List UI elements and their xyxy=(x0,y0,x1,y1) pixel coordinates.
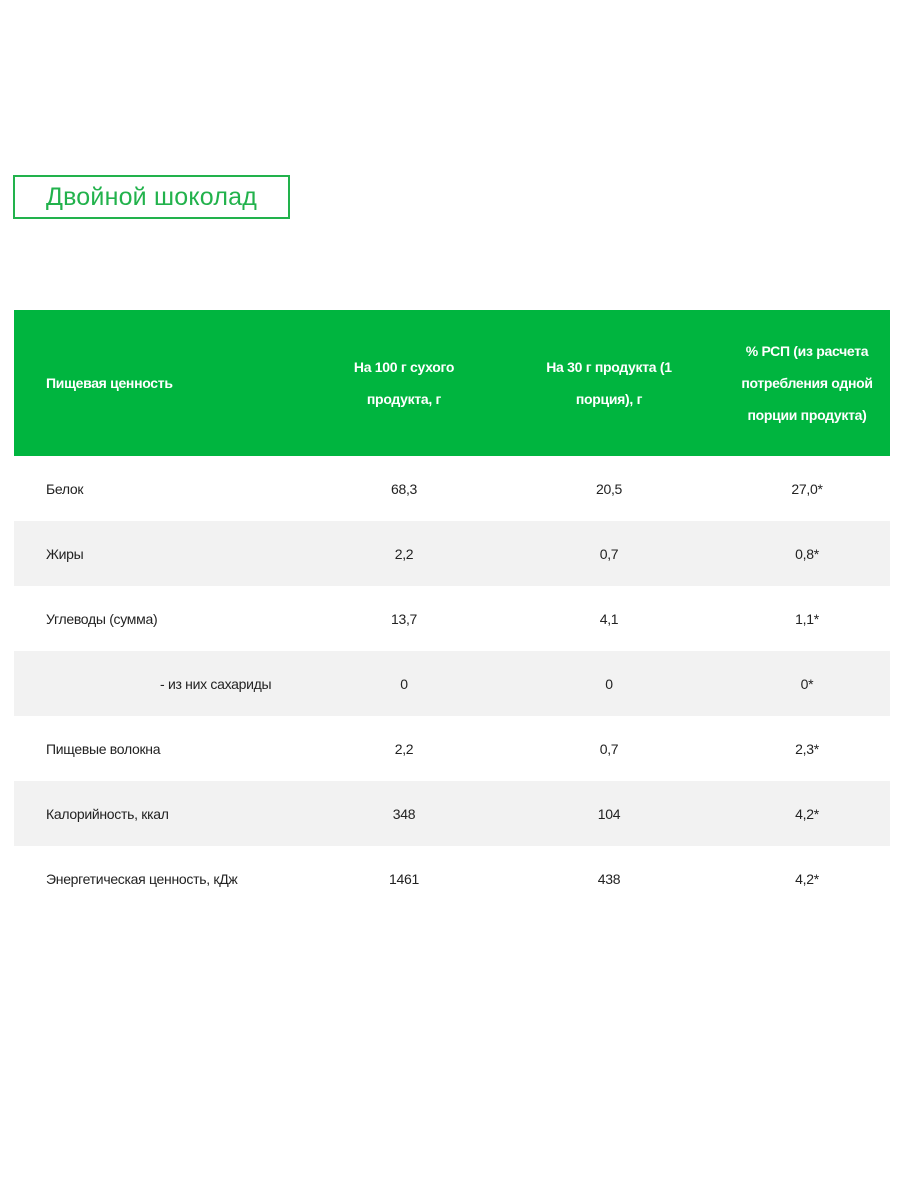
row-per30: 20,5 xyxy=(595,480,623,497)
row-rsp: 2,3* xyxy=(795,740,819,757)
table-row xyxy=(14,651,890,716)
row-name: Углеводы (сумма) xyxy=(46,610,158,627)
row-name: - из них сахариды xyxy=(160,675,272,692)
row-per100: 2,2 xyxy=(394,740,414,757)
row-name: Пищевые волокна xyxy=(46,740,161,757)
row-per100: 68,3 xyxy=(390,480,418,497)
row-per100: 13,7 xyxy=(390,610,418,627)
row-per30: 438 xyxy=(597,870,621,887)
row-per30: 4,1 xyxy=(599,610,619,627)
row-name: Белок xyxy=(46,480,84,497)
row-name: Жиры xyxy=(46,545,84,562)
row-name: Энергетическая ценность, кДж xyxy=(46,870,238,887)
table-row xyxy=(14,781,890,846)
row-rsp: 4,2* xyxy=(795,805,819,822)
nutrition-table xyxy=(14,310,890,911)
row-rsp: 1,1* xyxy=(795,610,819,627)
row-per100: 2,2 xyxy=(394,545,414,562)
row-per100: 0 xyxy=(400,675,408,692)
table-row xyxy=(14,586,890,651)
header-per-30g-label: На 30 г продукта (1 порция), г xyxy=(546,359,672,407)
table-row xyxy=(14,846,890,911)
header-per-100g xyxy=(314,310,494,456)
row-rsp: 0,8* xyxy=(795,545,819,562)
table-row xyxy=(14,456,890,521)
header-per-30g xyxy=(494,310,724,456)
row-per100: 1461 xyxy=(389,870,419,887)
row-per100: 348 xyxy=(392,805,416,822)
row-name: Калорийность, ккал xyxy=(46,805,169,822)
row-per30: 104 xyxy=(597,805,621,822)
product-title: Двойной шоколад xyxy=(45,182,258,211)
row-per30: 0,7 xyxy=(599,545,619,562)
row-rsp: 4,2* xyxy=(795,870,819,887)
header-rsp-label: % РСП (из расчета потребления одной порции продукта) xyxy=(741,343,873,423)
header-rsp xyxy=(724,310,890,456)
row-rsp: 0* xyxy=(800,675,814,692)
header-nutrition-value: Пищевая ценность xyxy=(46,375,173,391)
table-row xyxy=(14,521,890,586)
table-row xyxy=(14,716,890,781)
row-per30: 0 xyxy=(605,675,613,692)
row-rsp: 27,0* xyxy=(791,480,823,497)
product-title-box xyxy=(13,175,290,219)
header-per-100g-label: На 100 г сухого продукта, г xyxy=(353,359,455,407)
row-per30: 0,7 xyxy=(599,740,619,757)
table-header-row xyxy=(14,310,890,456)
